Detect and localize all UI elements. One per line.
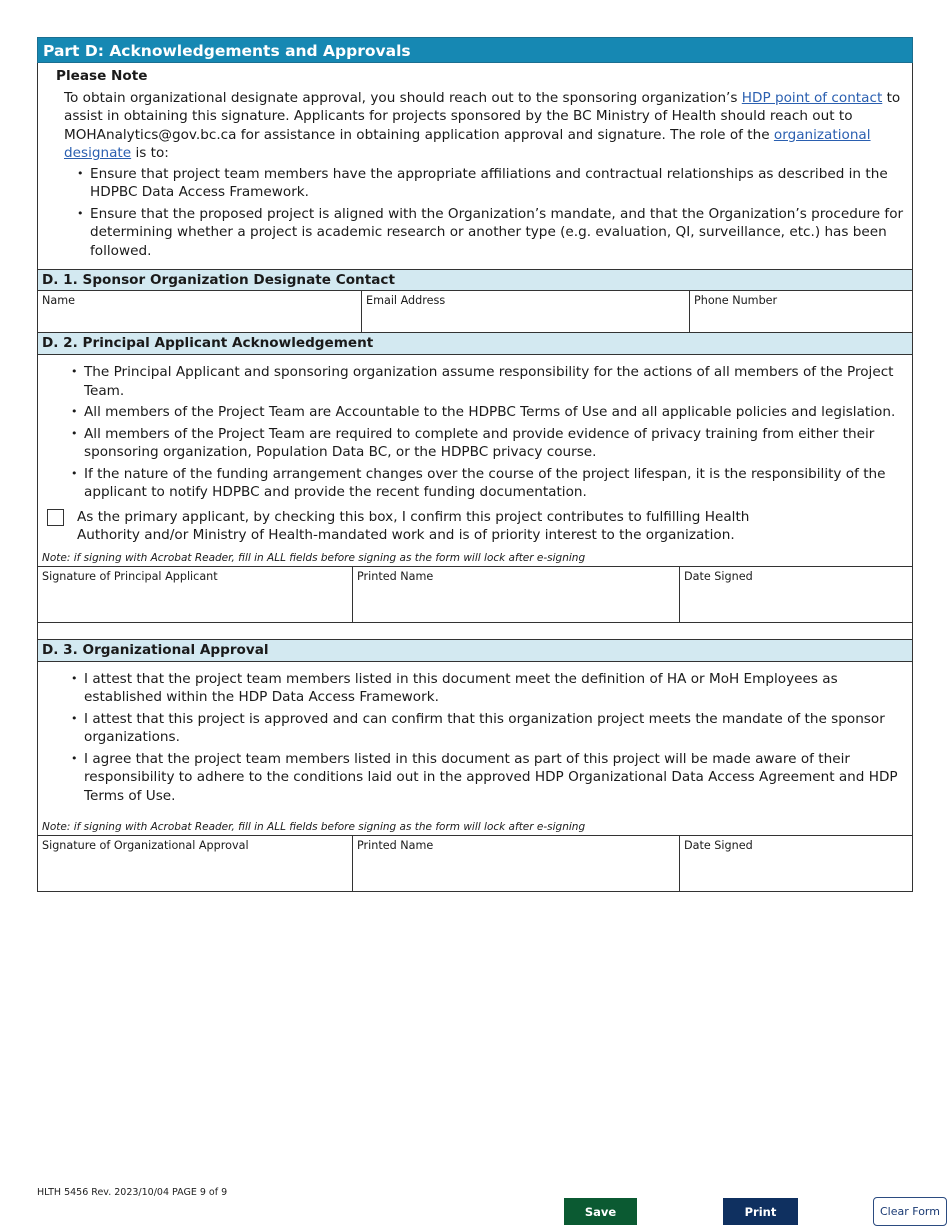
list-item: • All members of the Project Team are required to complete and provide evidence of privacy training from either their sponsoring organization, Population Data BC, or the HDPBC privacy course.: [84, 425, 906, 462]
priority-checkbox[interactable]: [47, 509, 64, 526]
list-item: • I attest that this project is approved and can confirm that this organization project meets the mandate of the sponsor organizations.: [84, 710, 906, 747]
list-item: • I attest that the project team members listed in this document meet the definition of HA or MoH Employees as established within the HDP Data Access Framework.: [84, 670, 906, 707]
hdp-contact-link[interactable]: HDP point of contact: [741, 89, 883, 106]
name-field[interactable]: [38, 291, 362, 332]
field-label: Date Signed: [684, 569, 753, 583]
form-code: HLTH 5456 Rev. 2023/10/04 PAGE 9 of 9: [37, 1187, 228, 1198]
print-button[interactable]: Print: [723, 1198, 798, 1225]
organizational-designate-link[interactable]: organizational designate: [64, 126, 871, 161]
principal-printed-name-field[interactable]: [353, 567, 680, 622]
d3-body: [37, 662, 913, 819]
field-label: Name: [42, 294, 76, 307]
list-item: • All members of the Project Team are Accountable to the HDPBC Terms of Use and all applicable policies and legislation.: [84, 403, 906, 422]
priority-confirmation: [44, 508, 906, 545]
d3-attestation-list: [44, 670, 906, 806]
section-spacer: [37, 623, 913, 640]
field-label: Signature of Principal Applicant: [42, 569, 218, 583]
d2-signature-row: [37, 566, 913, 623]
d3-title: D. 3. Organizational Approval: [37, 640, 913, 662]
clear-form-button[interactable]: Clear Form: [873, 1197, 947, 1226]
field-label: Printed Name: [357, 569, 434, 583]
field-label: Phone Number: [694, 294, 778, 307]
d3-signature-row: [37, 835, 913, 892]
please-note-text: [64, 89, 906, 163]
note-text-part: To obtain organizational designate approval, you should reach out to the sponsoring organization’s: [64, 89, 742, 106]
designate-role-list: [44, 165, 906, 261]
approval-printed-name-field[interactable]: [353, 836, 680, 891]
list-item: • I agree that the project team members listed in this document as part of this project will be made aware of their responsibility to adhere to the conditions laid out in the approved HDP Organizational Data Access Agreement and HDP Terms of Use.: [84, 750, 906, 806]
please-note-title: Please Note: [56, 68, 148, 84]
phone-field[interactable]: [690, 291, 912, 332]
list-item: • Ensure that project team members have the appropriate affiliations and contractual relationships as described in the HDPBC Data Access Framework.: [90, 165, 906, 202]
part-title: Part D: Acknowledgements and Approvals: [37, 37, 913, 63]
list-item: • Ensure that the proposed project is aligned with the Organization’s mandate, and that the Organization’s procedure for determining whether a project is academic research or another type (e.g. evaluation, QI, surveillance, etc.) has been followed.: [90, 205, 906, 261]
d2-signing-note: Note: if signing with Acrobat Reader, fill in ALL fields before signing as the form will lock after e-signing: [37, 549, 913, 566]
approval-date-signed-field[interactable]: [680, 836, 912, 891]
d2-body: [37, 355, 913, 549]
please-note-section: [37, 63, 913, 269]
email-field[interactable]: [362, 291, 690, 332]
field-label: Printed Name: [357, 839, 434, 852]
approval-signature-field[interactable]: [38, 836, 353, 891]
note-text-part: to assist in obtaining this signature. Applicants for projects sponsored by the BC Ministry of Health should reach out to MOHAnalytics@gov.bc.ca for assistance in obtaining application approval and signature. The role of the: [64, 89, 901, 143]
d1-contact-row: [37, 291, 913, 333]
save-button[interactable]: Save: [564, 1198, 637, 1225]
principal-date-signed-field[interactable]: [680, 567, 912, 622]
d2-acknowledgement-list: [44, 363, 906, 502]
principal-signature-field[interactable]: [38, 567, 353, 622]
d1-title: D. 1. Sponsor Organization Designate Contact: [37, 269, 913, 291]
list-item: • The Principal Applicant and sponsoring organization assume responsibility for the actions of all members of the Project Team.: [84, 363, 906, 400]
list-item: • If the nature of the funding arrangement changes over the course of the project lifespan, it is the responsibility of the applicant to notify HDPBC and provide the recent funding documentation.: [84, 465, 906, 502]
note-text-part: is to:: [131, 145, 169, 161]
field-label: Signature of Organizational Approval: [42, 839, 249, 852]
part-d-form: [37, 37, 913, 892]
field-label: Email Address: [366, 294, 446, 307]
field-label: Date Signed: [684, 839, 753, 852]
d2-title: D. 2. Principal Applicant Acknowledgement: [37, 333, 913, 355]
d3-signing-note: Note: if signing with Acrobat Reader, fill in ALL fields before signing as the form will lock after e-signing: [37, 818, 913, 835]
priority-checkbox-label: As the primary applicant, by checking this box, I confirm this project contributes to fulfilling Health Authority and/or Ministry of Health-mandated work and is of priority interest to the organization.: [77, 508, 750, 543]
